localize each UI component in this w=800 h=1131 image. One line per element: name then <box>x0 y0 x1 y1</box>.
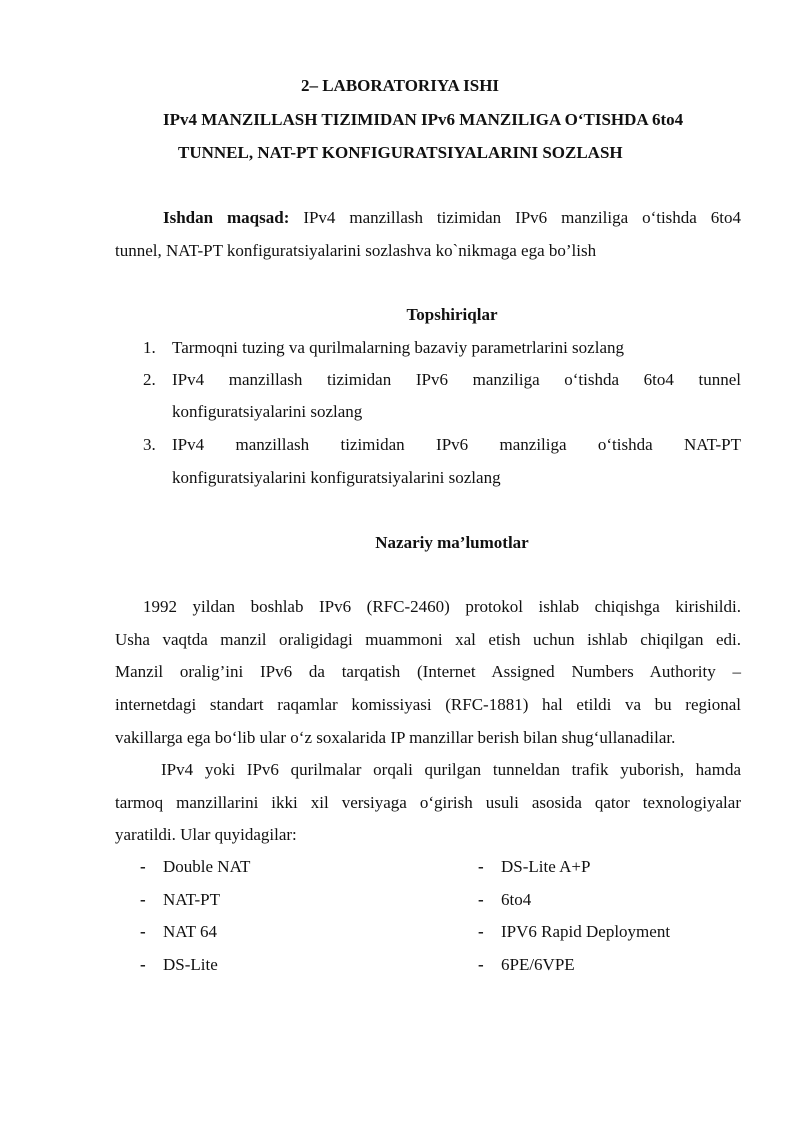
task-text: Tarmoqni tuzing va qurilmalarning bazaviy parametrlarini sozlang <box>172 338 624 357</box>
purpose-line2: tunnel, NAT-PT konfiguratsiyalarini sozlashva ko`nikmaga ega bo’lish <box>115 241 597 260</box>
list-dash: - <box>478 922 484 941</box>
paragraph-line: internetdagi standart raqamlar komissiyasi (RFC-1881) hal etildi va bu regional <box>115 695 741 714</box>
purpose-label: Ishdan maqsad: <box>163 208 290 227</box>
list-item: NAT 64 <box>163 922 217 941</box>
list-dash: - <box>140 922 146 941</box>
task-number: 3. <box>143 435 156 454</box>
paragraph-line: Usha vaqtda manzil oraligidagi muammoni xal etish uchun ishlab chiqilgan edi. <box>115 630 741 649</box>
paragraph-line: IPv4 yoki IPv6 qurilmalar orqali qurilgan tunneldan trafik yuborish, hamda <box>161 760 741 779</box>
list-item: DS-Lite <box>163 955 218 974</box>
list-item: NAT-PT <box>163 890 220 909</box>
tasks-heading: Topshiriqlar <box>406 305 498 324</box>
topic-title-line1: IPv4 MANZILLASH TIZIMIDAN IPv6 MANZILIGA O‘TISHDA 6to4 <box>163 110 684 129</box>
list-item: Double NAT <box>163 857 251 876</box>
list-item: DS-Lite A+P <box>501 857 591 876</box>
purpose-line1 <box>163 208 741 228</box>
purpose-text-1: IPv4 manzillash tizimidan IPv6 manziliga o‘tishda 6to4 <box>303 208 741 227</box>
theory-heading: Nazariy ma’lumotlar <box>375 533 529 552</box>
list-dash: - <box>140 955 146 974</box>
list-dash: - <box>478 955 484 974</box>
task-text: IPv4 manzillash tizimidan IPv6 manziliga o‘tishda 6to4 tunnel <box>172 370 741 389</box>
topic-title-line2: TUNNEL, NAT-PT KONFIGURATSIYALARINI SOZLASH <box>178 143 623 162</box>
paragraph-line: Manzil oralig’ini IPv6 da tarqatish (Internet Assigned Numbers Authority – <box>115 662 741 681</box>
list-item: 6to4 <box>501 890 532 909</box>
list-item: 6PE/6VPE <box>501 955 575 974</box>
list-dash: - <box>478 890 484 909</box>
task-number: 1. <box>143 338 156 357</box>
list-dash: - <box>140 857 146 876</box>
task-text: IPv4 manzillash tizimidan IPv6 manziliga o‘tishda NAT-PT <box>172 435 741 454</box>
paragraph-line: 1992 yildan boshlab IPv6 (RFC-2460) protokol ishlab chiqishga kirishildi. <box>143 597 741 616</box>
list-dash: - <box>140 890 146 909</box>
paragraph-line: tarmoq manzillarini ikki xil versiyaga o‘girish usuli asosida qator texnologiyalar <box>115 793 741 812</box>
task-number: 2. <box>143 370 156 389</box>
list-item: IPV6 Rapid Deployment <box>501 922 671 941</box>
list-dash: - <box>478 857 484 876</box>
lab-title: 2– LABORATORIYA ISHI <box>300 76 500 95</box>
paragraph-line: yaratildi. Ular quyidagilar: <box>115 825 297 844</box>
paragraph-line: vakillarga ega bo‘lib ular o‘z soxalarida IP manzillar berish bilan shug‘ullanadilar. <box>115 728 676 747</box>
task-text-cont: konfiguratsiyalarini sozlang <box>172 402 363 421</box>
task-text-cont: konfiguratsiyalarini konfiguratsiyalarini sozlang <box>172 468 501 487</box>
